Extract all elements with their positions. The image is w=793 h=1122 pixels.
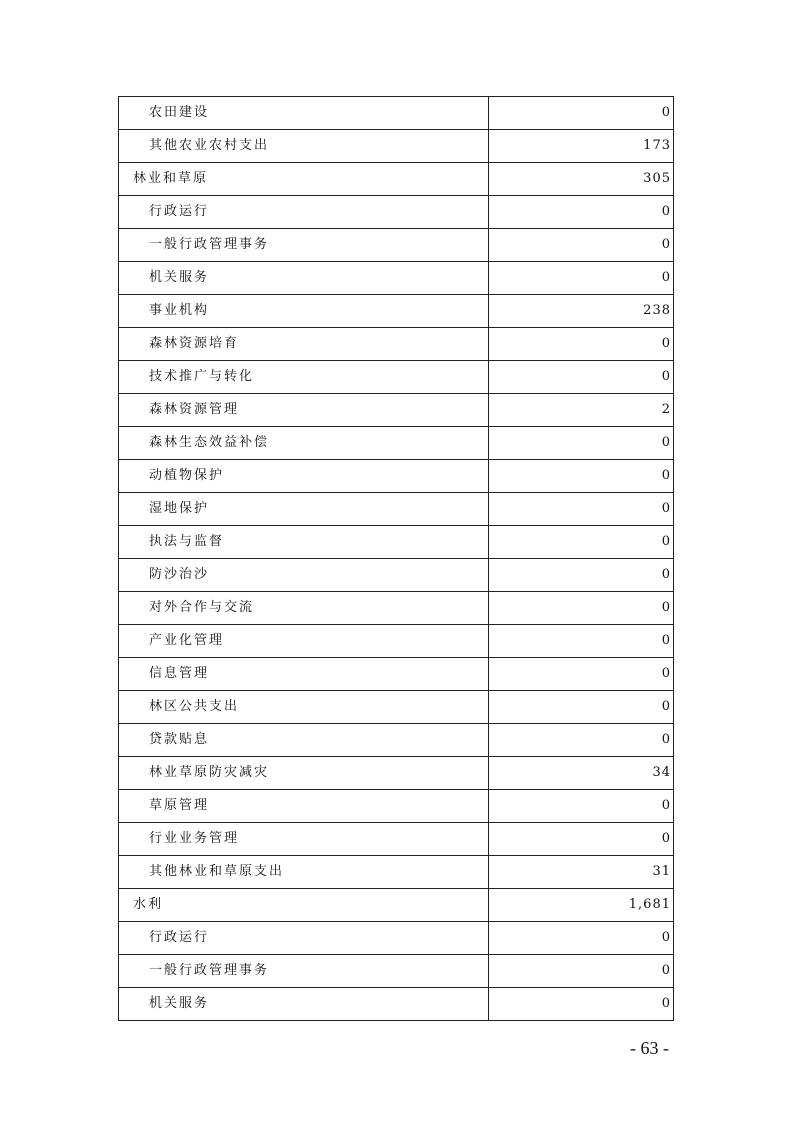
item-name-cell: 行业业务管理 [119, 823, 489, 856]
item-amount-cell: 0 [489, 724, 674, 757]
table-row [119, 757, 674, 790]
table-row [119, 856, 674, 889]
item-name-cell: 信息管理 [119, 658, 489, 691]
table-row [119, 97, 674, 130]
table-row [119, 823, 674, 856]
table-row [119, 394, 674, 427]
table-row [119, 889, 674, 922]
item-amount-cell: 0 [489, 427, 674, 460]
table-row [119, 592, 674, 625]
item-amount-cell: 0 [489, 196, 674, 229]
table-row [119, 295, 674, 328]
table-row [119, 526, 674, 559]
budget-table [118, 96, 674, 1021]
item-amount-cell: 0 [489, 625, 674, 658]
page-number: - 63 - [630, 1038, 669, 1058]
item-name-cell: 农田建设 [119, 97, 489, 130]
table-row [119, 691, 674, 724]
item-amount-cell: 238 [489, 295, 674, 328]
item-amount-cell: 0 [489, 493, 674, 526]
item-amount-cell: 0 [489, 592, 674, 625]
item-name-cell: 机关服务 [119, 988, 489, 1021]
table-row [119, 724, 674, 757]
item-name-cell: 森林资源管理 [119, 394, 489, 427]
item-name-cell: 执法与监督 [119, 526, 489, 559]
item-name-cell: 产业化管理 [119, 625, 489, 658]
table-row [119, 790, 674, 823]
item-name-cell: 其他农业农村支出 [119, 130, 489, 163]
table-row [119, 625, 674, 658]
item-name-cell: 其他林业和草原支出 [119, 856, 489, 889]
item-amount-cell: 1,681 [489, 889, 674, 922]
table-row [119, 955, 674, 988]
table-row [119, 130, 674, 163]
table-row [119, 196, 674, 229]
item-amount-cell: 0 [489, 262, 674, 295]
item-name-cell: 森林生态效益补偿 [119, 427, 489, 460]
item-name-cell: 森林资源培育 [119, 328, 489, 361]
item-name-cell: 行政运行 [119, 196, 489, 229]
item-amount-cell: 0 [489, 229, 674, 262]
item-name-cell: 机关服务 [119, 262, 489, 295]
item-amount-cell: 0 [489, 691, 674, 724]
table-row [119, 328, 674, 361]
item-name-cell: 草原管理 [119, 790, 489, 823]
item-name-cell: 湿地保护 [119, 493, 489, 526]
item-name-cell: 动植物保护 [119, 460, 489, 493]
item-name-cell: 林业和草原 [119, 163, 489, 196]
table-row [119, 658, 674, 691]
item-name-cell: 事业机构 [119, 295, 489, 328]
item-name-cell: 一般行政管理事务 [119, 955, 489, 988]
table-row [119, 229, 674, 262]
item-amount-cell: 31 [489, 856, 674, 889]
item-amount-cell: 34 [489, 757, 674, 790]
item-amount-cell: 305 [489, 163, 674, 196]
budget-table-body [119, 97, 674, 1021]
item-name-cell: 防沙治沙 [119, 559, 489, 592]
item-amount-cell: 0 [489, 526, 674, 559]
item-amount-cell: 0 [489, 328, 674, 361]
item-amount-cell: 0 [489, 460, 674, 493]
table-row [119, 922, 674, 955]
table-row [119, 163, 674, 196]
table-row [119, 988, 674, 1021]
item-name-cell: 林区公共支出 [119, 691, 489, 724]
item-amount-cell: 0 [489, 361, 674, 394]
table-row [119, 460, 674, 493]
item-amount-cell: 2 [489, 394, 674, 427]
item-amount-cell: 173 [489, 130, 674, 163]
item-amount-cell: 0 [489, 988, 674, 1021]
item-name-cell: 对外合作与交流 [119, 592, 489, 625]
item-name-cell: 技术推广与转化 [119, 361, 489, 394]
item-amount-cell: 0 [489, 955, 674, 988]
item-name-cell: 一般行政管理事务 [119, 229, 489, 262]
item-amount-cell: 0 [489, 790, 674, 823]
table-row [119, 427, 674, 460]
item-amount-cell: 0 [489, 922, 674, 955]
table-row [119, 361, 674, 394]
table-row [119, 493, 674, 526]
item-amount-cell: 0 [489, 823, 674, 856]
table-row [119, 262, 674, 295]
item-name-cell: 行政运行 [119, 922, 489, 955]
item-amount-cell: 0 [489, 559, 674, 592]
item-name-cell: 贷款贴息 [119, 724, 489, 757]
item-amount-cell: 0 [489, 97, 674, 130]
item-name-cell: 水利 [119, 889, 489, 922]
item-amount-cell: 0 [489, 658, 674, 691]
item-name-cell: 林业草原防灾减灾 [119, 757, 489, 790]
table-row [119, 559, 674, 592]
